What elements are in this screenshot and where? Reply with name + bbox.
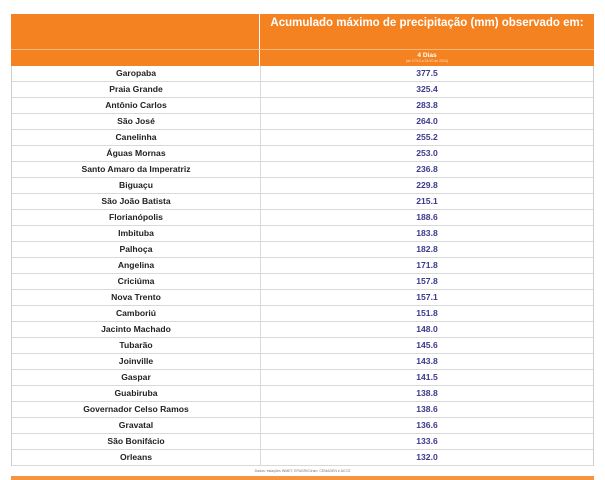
table-row bbox=[12, 354, 593, 370]
precipitation-value-cell: 229.8 bbox=[416, 180, 438, 190]
subheader-city-column bbox=[11, 50, 260, 66]
precipitation-value-cell: 183.8 bbox=[416, 228, 438, 238]
table-row bbox=[12, 258, 593, 274]
precipitation-value-cell: 151.8 bbox=[416, 308, 438, 318]
table-row bbox=[12, 370, 593, 386]
header-city-column bbox=[11, 14, 260, 49]
city-cell: Praia Grande bbox=[12, 82, 261, 97]
city-cell: Palhoça bbox=[12, 242, 261, 257]
table-row bbox=[12, 178, 593, 194]
table-subheader bbox=[11, 49, 594, 66]
table-row bbox=[12, 434, 593, 450]
table-row bbox=[12, 98, 593, 114]
precipitation-value-cell: 171.8 bbox=[416, 260, 438, 270]
table-row bbox=[12, 66, 593, 82]
precipitation-value-cell: 215.1 bbox=[416, 196, 438, 206]
table-row bbox=[12, 82, 593, 98]
table-header bbox=[11, 14, 594, 49]
table-row bbox=[12, 242, 593, 258]
city-cell: Tubarão bbox=[12, 338, 261, 353]
table-title: Acumulado máximo de precipitação (mm) observado em: bbox=[270, 17, 584, 29]
table-row bbox=[12, 114, 593, 130]
precipitation-table bbox=[11, 14, 594, 480]
city-cell: Gaspar bbox=[12, 370, 261, 385]
city-cell: Biguaçu bbox=[12, 178, 261, 193]
city-cell: Gravatal bbox=[12, 418, 261, 433]
city-cell: São Bonifácio bbox=[12, 434, 261, 449]
precipitation-value-cell: 138.6 bbox=[416, 404, 438, 414]
city-cell: São João Batista bbox=[12, 194, 261, 209]
city-cell: Nova Trento bbox=[12, 290, 261, 305]
precipitation-value-cell: 133.6 bbox=[416, 436, 438, 446]
city-cell: Camboriú bbox=[12, 306, 261, 321]
precipitation-value-cell: 157.8 bbox=[416, 276, 438, 286]
city-cell: Imbituba bbox=[12, 226, 261, 241]
bottom-accent-bar bbox=[11, 476, 594, 480]
city-cell: Antônio Carlos bbox=[12, 98, 261, 113]
city-cell: Jacinto Machado bbox=[12, 322, 261, 337]
precipitation-value-cell: 283.8 bbox=[416, 100, 438, 110]
table-row bbox=[12, 402, 593, 418]
precipitation-value-cell: 138.8 bbox=[416, 388, 438, 398]
precipitation-value-cell: 141.5 bbox=[416, 372, 438, 382]
precipitation-value-cell: 148.0 bbox=[416, 324, 438, 334]
table-row bbox=[12, 322, 593, 338]
precipitation-value-cell: 157.1 bbox=[416, 292, 438, 302]
precipitation-value-cell: 264.0 bbox=[416, 116, 438, 126]
table-row bbox=[12, 226, 593, 242]
precipitation-value-cell: 132.0 bbox=[416, 452, 438, 462]
city-cell: Criciúma bbox=[12, 274, 261, 289]
period-label: 4 Dias bbox=[417, 52, 437, 59]
footnote: Dados: estações INMET, EPAGRI/Ciram, CEMADEN e ACCS bbox=[254, 469, 351, 473]
subheader-period bbox=[260, 50, 594, 66]
precipitation-value-cell: 188.6 bbox=[416, 212, 438, 222]
table-row bbox=[12, 290, 593, 306]
city-cell: Orleans bbox=[12, 450, 261, 465]
city-cell: Guabiruba bbox=[12, 386, 261, 401]
city-cell: São José bbox=[12, 114, 261, 129]
table-row bbox=[12, 146, 593, 162]
precipitation-value-cell: 377.5 bbox=[416, 68, 438, 78]
precipitation-value-cell: 236.8 bbox=[416, 164, 438, 174]
table-row bbox=[12, 130, 593, 146]
table-row bbox=[12, 338, 593, 354]
table-row bbox=[12, 162, 593, 178]
city-cell: Canelinha bbox=[12, 130, 261, 145]
precipitation-value-cell: 136.6 bbox=[416, 420, 438, 430]
period-range: (de 27/10 a 31/10 de 2024) bbox=[405, 59, 449, 63]
table-row bbox=[12, 450, 593, 466]
city-cell: Governador Celso Ramos bbox=[12, 402, 261, 417]
table-row bbox=[12, 274, 593, 290]
table-row bbox=[12, 210, 593, 226]
precipitation-value-cell: 255.2 bbox=[416, 132, 438, 142]
precipitation-value-cell: 253.0 bbox=[416, 148, 438, 158]
precipitation-value-cell: 145.6 bbox=[416, 340, 438, 350]
table-row bbox=[12, 306, 593, 322]
city-cell: Joinville bbox=[12, 354, 261, 369]
precipitation-value-cell: 143.8 bbox=[416, 356, 438, 366]
city-cell: Águas Mornas bbox=[12, 146, 261, 161]
city-cell: Florianópolis bbox=[12, 210, 261, 225]
table-row bbox=[12, 386, 593, 402]
city-cell: Garopaba bbox=[12, 66, 261, 81]
table-body bbox=[11, 66, 594, 466]
city-cell: Santo Amaro da Imperatriz bbox=[12, 162, 261, 177]
table-row bbox=[12, 418, 593, 434]
city-cell: Angelina bbox=[12, 258, 261, 273]
precipitation-value-cell: 325.4 bbox=[416, 84, 438, 94]
header-value-column bbox=[260, 14, 594, 49]
precipitation-value-cell: 182.8 bbox=[416, 244, 438, 254]
table-row bbox=[12, 194, 593, 210]
